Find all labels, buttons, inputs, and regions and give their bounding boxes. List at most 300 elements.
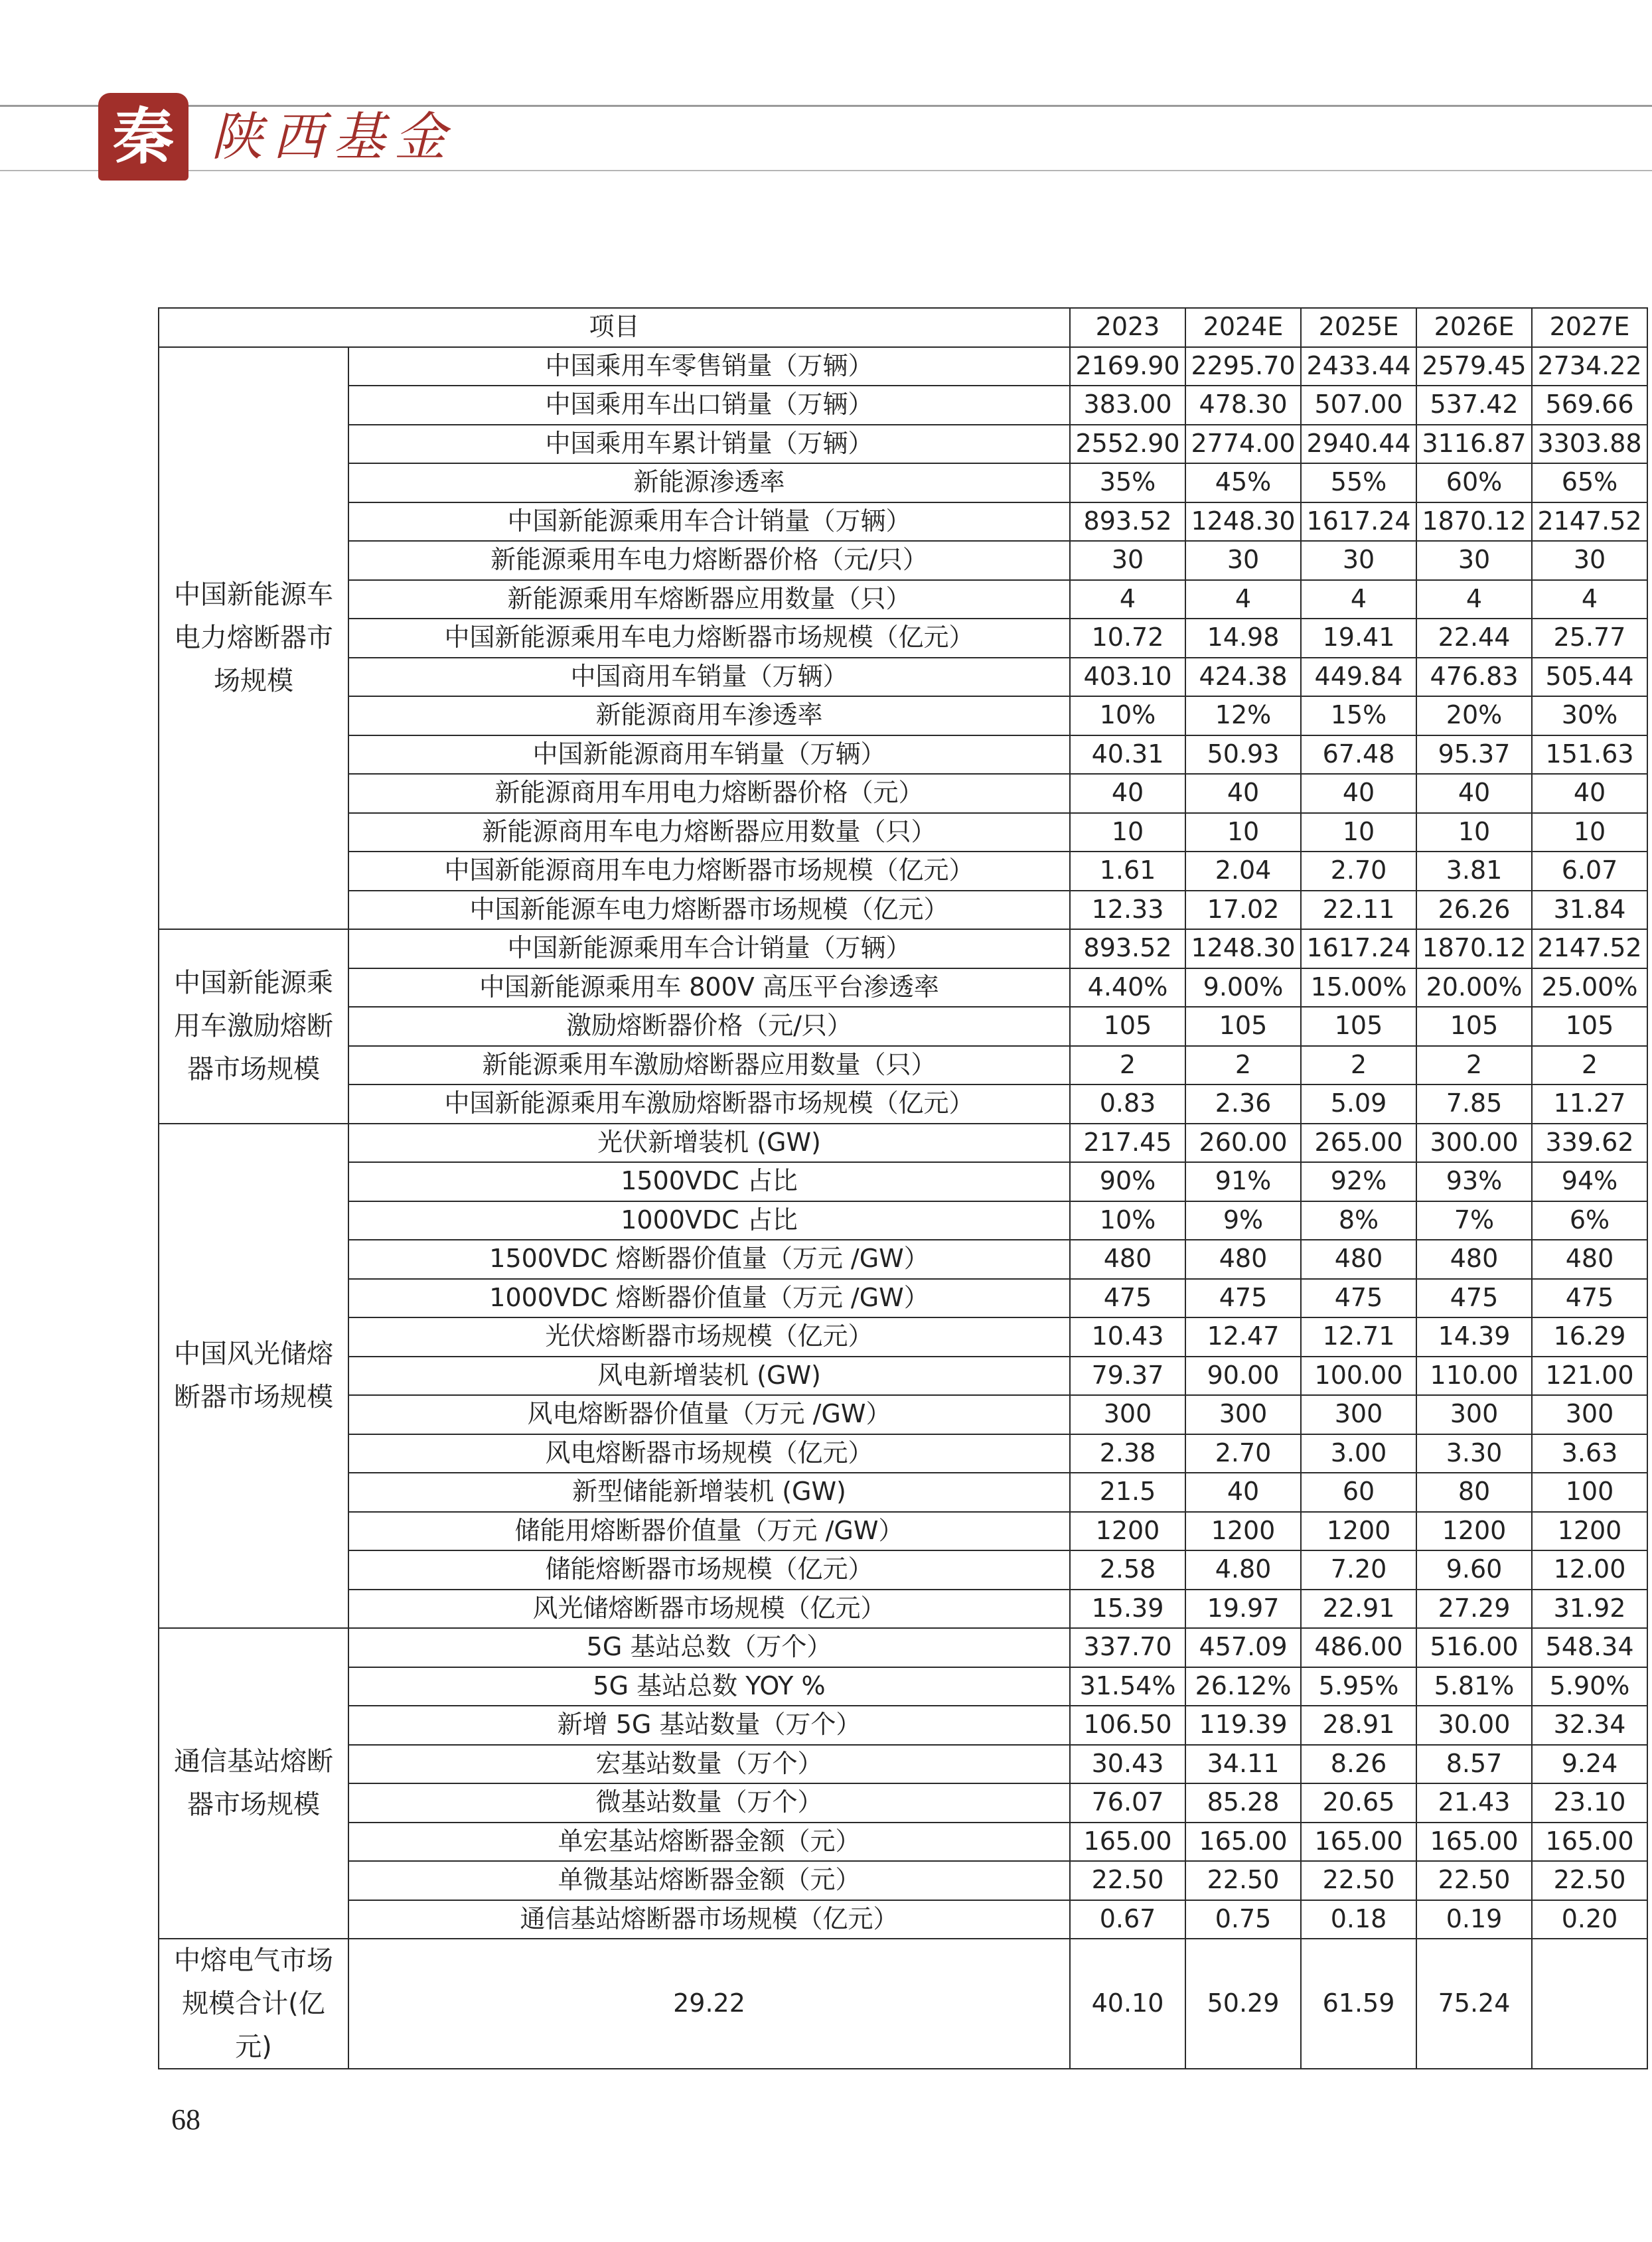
value-cell: 15% [1301, 696, 1416, 735]
value-cell: 165.00 [1416, 1823, 1532, 1862]
value-cell: 569.66 [1532, 386, 1647, 425]
value-cell: 22.50 [1070, 1861, 1185, 1900]
value-cell: 300 [1070, 1395, 1185, 1434]
value-cell: 300 [1416, 1395, 1532, 1434]
value-cell: 475 [1416, 1279, 1532, 1318]
value-cell: 260.00 [1185, 1124, 1301, 1163]
value-cell: 4 [1416, 580, 1532, 619]
value-cell: 26.26 [1416, 891, 1532, 930]
row-label: 新能源商用车用电力熔断器价格（元） [348, 774, 1070, 813]
value-cell: 476.83 [1416, 658, 1532, 697]
value-cell: 8% [1301, 1201, 1416, 1240]
row-label: 中国新能源商用车电力熔断器市场规模（亿元） [348, 852, 1070, 891]
table-row [159, 1590, 1647, 1629]
value-cell: 403.10 [1070, 658, 1185, 697]
value-cell: 480 [1416, 1240, 1532, 1279]
value-cell: 105 [1185, 1007, 1301, 1046]
market-size-table [158, 307, 1648, 2069]
value-cell: 486.00 [1301, 1628, 1416, 1667]
row-label: 风光储熔断器市场规模（亿元） [348, 1590, 1070, 1629]
value-cell: 1870.12 [1416, 929, 1532, 968]
value-cell: 4 [1532, 580, 1647, 619]
value-cell: 478.30 [1185, 386, 1301, 425]
value-cell: 40 [1185, 774, 1301, 813]
row-label: 1000VDC 占比 [348, 1201, 1070, 1240]
value-cell: 105 [1416, 1007, 1532, 1046]
value-cell: 4 [1301, 580, 1416, 619]
value-cell: 10 [1070, 813, 1185, 852]
value-cell: 505.44 [1532, 658, 1647, 697]
value-cell: 3.00 [1301, 1434, 1416, 1473]
value-cell: 60 [1301, 1473, 1416, 1512]
value-cell: 0.18 [1301, 1900, 1416, 1939]
row-label: 宏基站数量（万个） [348, 1745, 1070, 1784]
value-cell: 28.91 [1301, 1706, 1416, 1745]
value-cell: 10% [1070, 696, 1185, 735]
total-value-cell: 29.22 [348, 1939, 1070, 2069]
value-cell: 2 [1070, 1046, 1185, 1085]
table-row [159, 929, 1647, 968]
value-cell: 2940.44 [1301, 425, 1416, 464]
table-row [159, 696, 1647, 735]
value-cell: 50.93 [1185, 735, 1301, 775]
value-cell: 40 [1070, 774, 1185, 813]
value-cell: 25.77 [1532, 619, 1647, 658]
value-cell: 300 [1301, 1395, 1416, 1434]
value-cell: 1617.24 [1301, 502, 1416, 542]
value-cell: 8.26 [1301, 1745, 1416, 1784]
table-row [159, 1783, 1647, 1823]
value-cell: 93% [1416, 1162, 1532, 1201]
value-cell: 90% [1070, 1162, 1185, 1201]
table-row [159, 774, 1647, 813]
value-cell: 14.98 [1185, 619, 1301, 658]
row-label: 中国乘用车零售销量（万辆） [348, 347, 1070, 386]
row-label: 中国新能源车电力熔断器市场规模（亿元） [348, 891, 1070, 930]
value-cell: 22.11 [1301, 891, 1416, 930]
value-cell: 119.39 [1185, 1706, 1301, 1745]
row-label: 风电新增装机 (GW) [348, 1357, 1070, 1396]
value-cell: 3.63 [1532, 1434, 1647, 1473]
group-label: 通信基站熔断器市场规模 [159, 1628, 348, 1939]
value-cell: 4.80 [1185, 1550, 1301, 1590]
header-cell: 2026E [1416, 308, 1532, 347]
value-cell: 22.50 [1301, 1861, 1416, 1900]
value-cell: 1.61 [1070, 852, 1185, 891]
value-cell: 1200 [1416, 1512, 1532, 1551]
value-cell: 2.70 [1185, 1434, 1301, 1473]
value-cell: 40 [1416, 774, 1532, 813]
value-cell: 7% [1416, 1201, 1532, 1240]
value-cell: 110.00 [1416, 1357, 1532, 1396]
value-cell: 0.83 [1070, 1084, 1185, 1124]
value-cell: 4 [1185, 580, 1301, 619]
value-cell: 475 [1532, 1279, 1647, 1318]
value-cell: 22.44 [1416, 619, 1532, 658]
value-cell: 6% [1532, 1201, 1647, 1240]
value-cell: 7.20 [1301, 1550, 1416, 1590]
value-cell: 475 [1070, 1279, 1185, 1318]
value-cell: 2169.90 [1070, 347, 1185, 386]
value-cell: 40 [1532, 774, 1647, 813]
value-cell: 4 [1070, 580, 1185, 619]
row-label: 中国新能源乘用车激励熔断器市场规模（亿元） [348, 1084, 1070, 1124]
value-cell: 1200 [1532, 1512, 1647, 1551]
value-cell: 0.75 [1185, 1900, 1301, 1939]
value-cell: 2.04 [1185, 852, 1301, 891]
value-cell: 2.36 [1185, 1084, 1301, 1124]
row-label: 5G 基站总数 YOY % [348, 1667, 1070, 1706]
row-label: 新能源商用车渗透率 [348, 696, 1070, 735]
group-label: 中国新能源乘用车激励熔断器市场规模 [159, 929, 348, 1124]
value-cell: 548.34 [1532, 1628, 1647, 1667]
value-cell: 516.00 [1416, 1628, 1532, 1667]
table-row [159, 1628, 1647, 1667]
value-cell: 21.5 [1070, 1473, 1185, 1512]
value-cell: 2552.90 [1070, 425, 1185, 464]
table-row [159, 1823, 1647, 1862]
value-cell: 14.39 [1416, 1317, 1532, 1357]
table-row [159, 1667, 1647, 1706]
value-cell: 25.00% [1532, 968, 1647, 1008]
value-cell: 26.12% [1185, 1667, 1301, 1706]
value-cell: 92% [1301, 1162, 1416, 1201]
value-cell: 2433.44 [1301, 347, 1416, 386]
value-cell: 2 [1185, 1046, 1301, 1085]
row-label: 光伏新增装机 (GW) [348, 1124, 1070, 1163]
table-row [159, 1395, 1647, 1434]
row-label: 微基站数量（万个） [348, 1783, 1070, 1823]
value-cell: 23.10 [1532, 1783, 1647, 1823]
value-cell: 80 [1416, 1473, 1532, 1512]
row-label: 光伏熔断器市场规模（亿元） [348, 1317, 1070, 1357]
value-cell: 3303.88 [1532, 425, 1647, 464]
value-cell: 100 [1532, 1473, 1647, 1512]
value-cell: 65% [1532, 463, 1647, 502]
value-cell: 8.57 [1416, 1745, 1532, 1784]
value-cell: 10 [1301, 813, 1416, 852]
value-cell: 40 [1301, 774, 1416, 813]
row-label: 单宏基站熔断器金额（元） [348, 1823, 1070, 1862]
brand-logo-char: 秦 [112, 101, 174, 173]
row-label: 中国新能源乘用车合计销量（万辆） [348, 929, 1070, 968]
value-cell: 2 [1416, 1046, 1532, 1085]
header-cell: 2027E [1532, 308, 1647, 347]
value-cell: 165.00 [1301, 1823, 1416, 1862]
row-label: 通信基站熔断器市场规模（亿元） [348, 1900, 1070, 1939]
value-cell: 22.50 [1532, 1861, 1647, 1900]
value-cell: 507.00 [1301, 386, 1416, 425]
value-cell: 30 [1301, 541, 1416, 580]
value-cell: 20% [1416, 696, 1532, 735]
table-row [159, 1357, 1647, 1396]
value-cell: 9% [1185, 1201, 1301, 1240]
table-row [159, 1900, 1647, 1939]
table-row [159, 1706, 1647, 1745]
value-cell: 265.00 [1301, 1124, 1416, 1163]
table-row [159, 852, 1647, 891]
value-cell: 16.29 [1532, 1317, 1647, 1357]
value-cell: 475 [1185, 1279, 1301, 1318]
value-cell: 1617.24 [1301, 929, 1416, 968]
value-cell: 105 [1301, 1007, 1416, 1046]
value-cell: 30.43 [1070, 1745, 1185, 1784]
value-cell: 34.11 [1185, 1745, 1301, 1784]
row-label: 新能源乘用车熔断器应用数量（只） [348, 580, 1070, 619]
table-row [159, 813, 1647, 852]
value-cell: 20.65 [1301, 1783, 1416, 1823]
group-label: 中国新能源车电力熔断器市场规模 [159, 347, 348, 930]
row-label: 1500VDC 熔断器价值量（万元 /GW） [348, 1240, 1070, 1279]
value-cell: 10% [1070, 1201, 1185, 1240]
value-cell: 10.43 [1070, 1317, 1185, 1357]
value-cell: 0.19 [1416, 1900, 1532, 1939]
value-cell: 105 [1070, 1007, 1185, 1046]
value-cell: 165.00 [1185, 1823, 1301, 1862]
value-cell: 85.28 [1185, 1783, 1301, 1823]
value-cell: 480 [1532, 1240, 1647, 1279]
header-rule-top [0, 105, 1652, 107]
value-cell: 17.02 [1185, 891, 1301, 930]
value-cell: 106.50 [1070, 1706, 1185, 1745]
value-cell: 12.33 [1070, 891, 1185, 930]
value-cell: 9.60 [1416, 1550, 1532, 1590]
value-cell: 449.84 [1301, 658, 1416, 697]
value-cell: 9.00% [1185, 968, 1301, 1008]
value-cell: 30 [1416, 541, 1532, 580]
table-row [159, 1046, 1647, 1085]
table-row [159, 619, 1647, 658]
value-cell: 79.37 [1070, 1357, 1185, 1396]
value-cell: 95.37 [1416, 735, 1532, 775]
row-label: 新能源乘用车激励熔断器应用数量（只） [348, 1046, 1070, 1085]
value-cell: 383.00 [1070, 386, 1185, 425]
value-cell: 2295.70 [1185, 347, 1301, 386]
value-cell: 2774.00 [1185, 425, 1301, 464]
value-cell: 12.47 [1185, 1317, 1301, 1357]
value-cell: 10 [1532, 813, 1647, 852]
header-cell: 项目 [159, 308, 1070, 347]
value-cell: 9.24 [1532, 1745, 1647, 1784]
row-label: 1500VDC 占比 [348, 1162, 1070, 1201]
value-cell: 30.00 [1416, 1706, 1532, 1745]
table-row [159, 1861, 1647, 1900]
value-cell: 1200 [1185, 1512, 1301, 1551]
value-cell: 10.72 [1070, 619, 1185, 658]
value-cell: 10 [1416, 813, 1532, 852]
value-cell: 30% [1532, 696, 1647, 735]
header-cell: 2024E [1185, 308, 1301, 347]
table-row [159, 1162, 1647, 1201]
table-row [159, 658, 1647, 697]
value-cell: 2579.45 [1416, 347, 1532, 386]
row-label: 新型储能新增装机 (GW) [348, 1473, 1070, 1512]
value-cell: 537.42 [1416, 386, 1532, 425]
value-cell: 7.85 [1416, 1084, 1532, 1124]
value-cell: 121.00 [1532, 1357, 1647, 1396]
table-row [159, 1007, 1647, 1046]
value-cell: 4.40% [1070, 968, 1185, 1008]
table-header-row [159, 308, 1647, 347]
value-cell: 30 [1532, 541, 1647, 580]
value-cell: 15.00% [1301, 968, 1416, 1008]
row-label: 中国乘用车出口销量（万辆） [348, 386, 1070, 425]
total-value-cell [1532, 1939, 1647, 2069]
value-cell: 31.54% [1070, 1667, 1185, 1706]
value-cell: 100.00 [1301, 1357, 1416, 1396]
row-label: 中国乘用车累计销量（万辆） [348, 425, 1070, 464]
value-cell: 31.84 [1532, 891, 1647, 930]
row-label: 单微基站熔断器金额（元） [348, 1861, 1070, 1900]
table-row [159, 502, 1647, 542]
row-label: 中国新能源乘用车合计销量（万辆） [348, 502, 1070, 542]
value-cell: 151.63 [1532, 735, 1647, 775]
value-cell: 457.09 [1185, 1628, 1301, 1667]
value-cell: 300 [1532, 1395, 1647, 1434]
row-label: 风电熔断器市场规模（亿元） [348, 1434, 1070, 1473]
table-row [159, 347, 1647, 386]
value-cell: 5.81% [1416, 1667, 1532, 1706]
value-cell: 90.00 [1185, 1357, 1301, 1396]
value-cell: 300 [1185, 1395, 1301, 1434]
group-label: 中国风光储熔断器市场规模 [159, 1124, 348, 1629]
value-cell: 27.29 [1416, 1590, 1532, 1629]
value-cell: 337.70 [1070, 1628, 1185, 1667]
row-label: 储能熔断器市场规模（亿元） [348, 1550, 1070, 1590]
value-cell: 5.90% [1532, 1667, 1647, 1706]
row-label: 新能源渗透率 [348, 463, 1070, 502]
value-cell: 1248.30 [1185, 502, 1301, 542]
value-cell: 2.70 [1301, 852, 1416, 891]
value-cell: 475 [1301, 1279, 1416, 1318]
value-cell: 67.48 [1301, 735, 1416, 775]
value-cell: 10 [1185, 813, 1301, 852]
value-cell: 1200 [1301, 1512, 1416, 1551]
row-label: 中国新能源乘用车电力熔断器市场规模（亿元） [348, 619, 1070, 658]
value-cell: 217.45 [1070, 1124, 1185, 1163]
value-cell: 3.30 [1416, 1434, 1532, 1473]
value-cell: 2.58 [1070, 1550, 1185, 1590]
value-cell: 76.07 [1070, 1783, 1185, 1823]
total-row [159, 1939, 1647, 2069]
table-row [159, 891, 1647, 930]
row-label: 中国商用车销量（万辆） [348, 658, 1070, 697]
table-row [159, 1434, 1647, 1473]
row-label: 中国新能源商用车销量（万辆） [348, 735, 1070, 775]
value-cell: 2147.52 [1532, 929, 1647, 968]
header-cell: 2023 [1070, 308, 1185, 347]
value-cell: 11.27 [1532, 1084, 1647, 1124]
value-cell: 165.00 [1532, 1823, 1647, 1862]
value-cell: 30 [1070, 541, 1185, 580]
value-cell: 20.00% [1416, 968, 1532, 1008]
value-cell: 12.71 [1301, 1317, 1416, 1357]
value-cell: 22.50 [1185, 1861, 1301, 1900]
value-cell: 32.34 [1532, 1706, 1647, 1745]
table-row [159, 1084, 1647, 1124]
value-cell: 30 [1185, 541, 1301, 580]
table-row [159, 735, 1647, 775]
value-cell: 0.20 [1532, 1900, 1647, 1939]
table-row [159, 1317, 1647, 1357]
value-cell: 5.09 [1301, 1084, 1416, 1124]
header-rule-bottom [0, 170, 1652, 171]
header-cell: 2025E [1301, 308, 1416, 347]
value-cell: 6.07 [1532, 852, 1647, 891]
table-row [159, 1550, 1647, 1590]
value-cell: 22.91 [1301, 1590, 1416, 1629]
value-cell: 31.92 [1532, 1590, 1647, 1629]
value-cell: 60% [1416, 463, 1532, 502]
row-label: 风电熔断器价值量（万元 /GW） [348, 1395, 1070, 1434]
total-label: 中熔电气市场规模合计(亿元) [159, 1939, 348, 2069]
value-cell: 19.97 [1185, 1590, 1301, 1629]
value-cell: 55% [1301, 463, 1416, 502]
table-row [159, 1124, 1647, 1163]
value-cell: 22.50 [1416, 1861, 1532, 1900]
table-row [159, 1473, 1647, 1512]
value-cell: 480 [1185, 1240, 1301, 1279]
brand-name: 陕西基金 [211, 108, 456, 167]
value-cell: 893.52 [1070, 502, 1185, 542]
table-row [159, 425, 1647, 464]
row-label: 5G 基站总数（万个） [348, 1628, 1070, 1667]
total-value-cell: 50.29 [1185, 1939, 1301, 2069]
total-value-cell: 61.59 [1301, 1939, 1416, 2069]
value-cell: 2 [1532, 1046, 1647, 1085]
value-cell: 893.52 [1070, 929, 1185, 968]
value-cell: 3116.87 [1416, 425, 1532, 464]
table-row [159, 1512, 1647, 1551]
value-cell: 91% [1185, 1162, 1301, 1201]
row-label: 激励熔断器价格（元/只） [348, 1007, 1070, 1046]
table-row [159, 1745, 1647, 1784]
value-cell: 5.95% [1301, 1667, 1416, 1706]
value-cell: 1248.30 [1185, 929, 1301, 968]
value-cell: 300.00 [1416, 1124, 1532, 1163]
value-cell: 94% [1532, 1162, 1647, 1201]
page-number: 68 [171, 2103, 200, 2136]
table-row [159, 1240, 1647, 1279]
value-cell: 3.81 [1416, 852, 1532, 891]
value-cell: 40.31 [1070, 735, 1185, 775]
value-cell: 35% [1070, 463, 1185, 502]
row-label: 新能源商用车电力熔断器应用数量（只） [348, 813, 1070, 852]
value-cell: 40 [1185, 1473, 1301, 1512]
table-row [159, 1279, 1647, 1318]
value-cell: 19.41 [1301, 619, 1416, 658]
value-cell: 1200 [1070, 1512, 1185, 1551]
value-cell: 424.38 [1185, 658, 1301, 697]
value-cell: 339.62 [1532, 1124, 1647, 1163]
value-cell: 165.00 [1070, 1823, 1185, 1862]
table-row [159, 463, 1647, 502]
value-cell: 480 [1070, 1240, 1185, 1279]
brand-logo-icon [98, 93, 188, 181]
row-label: 新增 5G 基站数量（万个） [348, 1706, 1070, 1745]
value-cell: 15.39 [1070, 1590, 1185, 1629]
value-cell: 45% [1185, 463, 1301, 502]
total-value-cell: 75.24 [1416, 1939, 1532, 2069]
table-row [159, 541, 1647, 580]
value-cell: 1870.12 [1416, 502, 1532, 542]
row-label: 1000VDC 熔断器价值量（万元 /GW） [348, 1279, 1070, 1318]
total-value-cell: 40.10 [1070, 1939, 1185, 2069]
row-label: 中国新能源乘用车 800V 高压平台渗透率 [348, 968, 1070, 1008]
value-cell: 21.43 [1416, 1783, 1532, 1823]
value-cell: 2.38 [1070, 1434, 1185, 1473]
table-row [159, 386, 1647, 425]
